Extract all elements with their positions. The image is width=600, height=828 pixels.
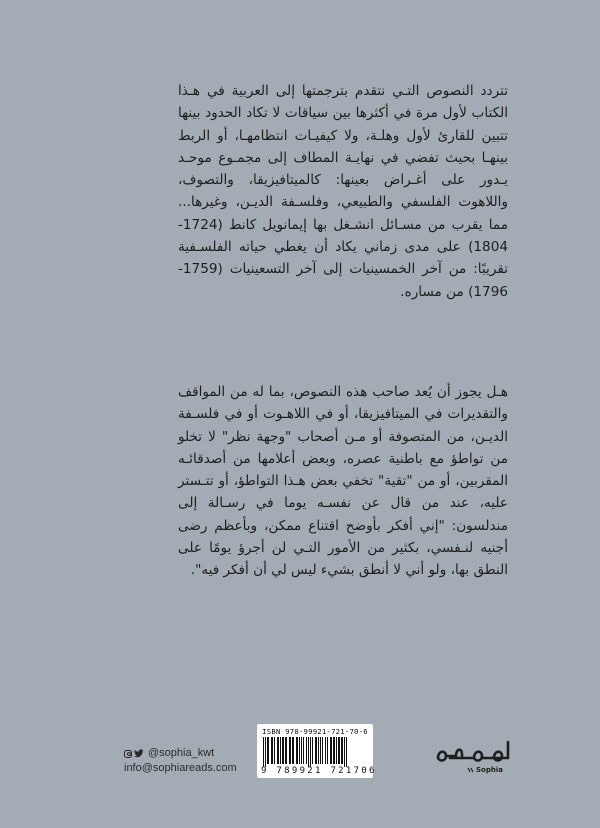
sophia-logo-mark (432, 728, 512, 776)
barcode-bar (263, 737, 264, 767)
barcode-bar (341, 737, 343, 764)
blurb-text-2: هـل يجوز أن يُعد صاحب هذه النصوص، بما له من المواقف والتقديرات في الميتافيزيقا، أو في اللاهـوت أو في فلسـفة الديـن، من المتصوفة أو مـن أصحاب "وجهة نظر" لا تخلو من تواطؤ مع باطنية عصره، وبعض أعلامها من أصدقائـه المقربين، أو من "تقية" تخفي بعض هـذا التواطؤ، أو تتـستر عليه، عند من قال عن نفسـه يوما في رسـالة إلى مندلسون: "إني أفكر بأوضح اقتناع ممكن، وبأعظم رضى أجنيه لنـفسي، بكثير من الأمور التـي لن أجرؤ يومًا على النطق بها، ولو أني لا أنطق بشيء ليس لي أن أفكر فيه". (178, 384, 508, 579)
barcode-bar (271, 737, 273, 764)
logo-latin: Sophia (476, 766, 503, 774)
barcode-bar (325, 737, 326, 764)
publisher-logo (432, 728, 512, 776)
barcode-bar (308, 737, 309, 767)
barcode-bar (318, 737, 319, 764)
barcode-bar (265, 737, 266, 767)
social-handle[interactable]: @sophia_kwt (148, 747, 215, 759)
barcode-bars (263, 737, 367, 767)
barcode-bar (299, 737, 300, 764)
barcode-bar (292, 737, 294, 764)
barcode-bar (277, 737, 279, 764)
barcode-bar (280, 737, 281, 764)
barcode-bar (285, 737, 287, 764)
barcode-bar (282, 737, 284, 764)
barcode-bar (330, 737, 332, 764)
twitter-icon (134, 749, 144, 758)
barcode-bar (296, 737, 298, 764)
barcode-bar (346, 737, 347, 767)
barcode-bar (338, 737, 340, 764)
social-row (124, 746, 237, 761)
barcode-bar (303, 737, 304, 764)
instagram-icon (124, 750, 132, 758)
publisher-email[interactable]: info@sophiareads.com (124, 762, 237, 774)
barcode-bar (267, 737, 269, 764)
barcode-bar (320, 737, 321, 764)
barcode-bar (315, 737, 317, 764)
blurb-text-1: تتردد النصوص التـي نتقدم بترجمتها إلى العربية في هـذا الكتاب لأول مرة في أكثرها بين سياقات لا تكاد الحدود بينها تتبين للقارئ لأول وهلـة، ولا كيفيـات انتظامهـا، أو الربط بينهـا بحيث تفضي في نهايـة المطاف إلى مجمـوع موحـد يـدور على أغـراض بعينها: كالميتافيزيقا، والتصوف، واللاهوت الفلسفي والطبيعي، وفلسـفة الديـن، وغيرها... مما يقرب من مسـائل انشـغل بها إيمانويل كانط (1724-1804) على مدى زماني يكاد أن يغطي حياته الفلسـفية تقريبًا: من آخر الخمسينيات إلى آخر التسعينيات (1759-1796) من مساره. (178, 83, 508, 300)
isbn-label: ISBN 978-99921-721-70-6 (262, 727, 368, 736)
barcode-bar (310, 737, 311, 767)
barcode-bar (274, 737, 275, 764)
barcode-bar (344, 737, 345, 767)
publisher-contact (124, 746, 237, 776)
barcode-bar (289, 737, 291, 764)
barcode-bar (301, 737, 302, 764)
social-icons (124, 749, 144, 758)
barcode-bar (306, 737, 307, 764)
barcode-bar (336, 737, 337, 764)
barcode-bar (312, 737, 313, 764)
isbn-barcode (257, 724, 377, 778)
ean-digits: 9 789921 721706 (261, 766, 377, 776)
blurb-paragraph-1 (178, 80, 508, 303)
barcode-bar (327, 737, 328, 764)
barcode-bar (322, 737, 323, 764)
blurb-paragraph-2 (178, 381, 508, 582)
barcode-bar (333, 737, 335, 764)
